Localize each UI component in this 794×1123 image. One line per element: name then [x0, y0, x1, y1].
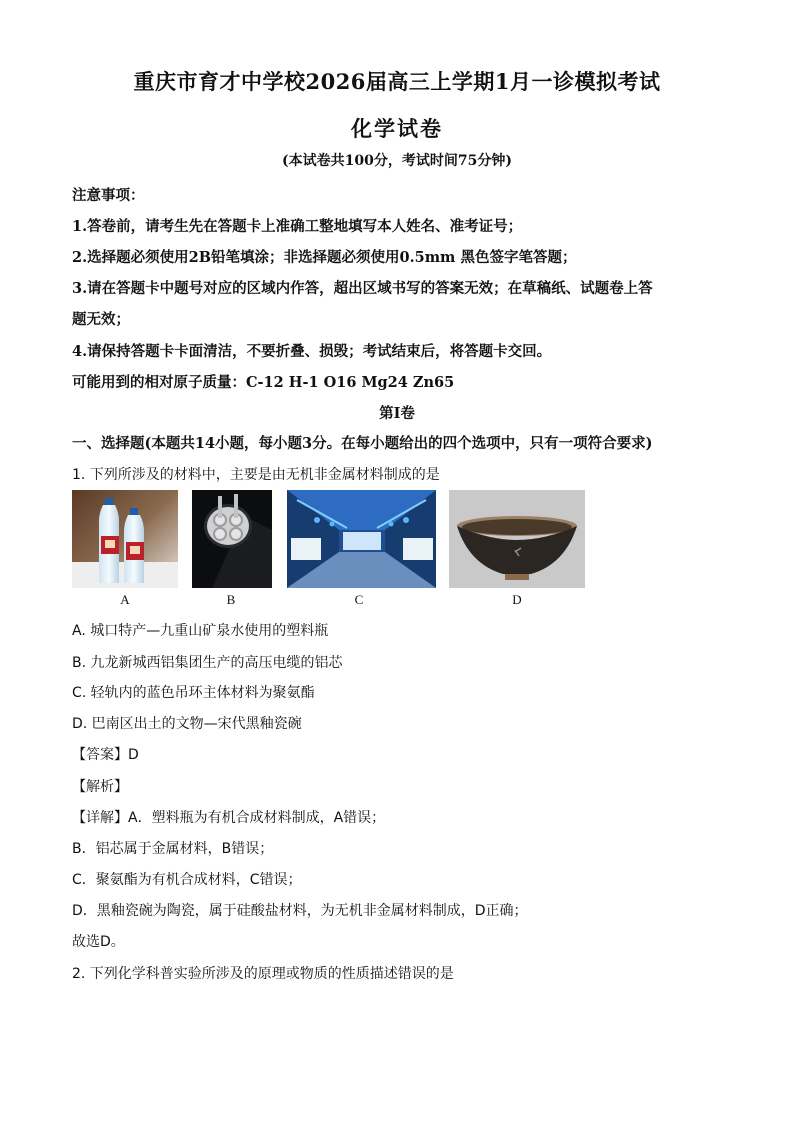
answer-line: 【答案】D: [72, 747, 139, 763]
notice-heading: 注意事项：: [72, 187, 145, 204]
image-label-c: C: [354, 592, 364, 607]
exam-info: (本试卷共100分，考试时间75分钟): [282, 153, 512, 169]
atomic-masses: 可能用到的相对原子质量：C-12 H-1 O16 Mg24 Zn65: [72, 374, 455, 391]
question-1-image-c: [287, 490, 436, 588]
option-b: B. 九龙新城西铝集团生产的高压电缆的铝芯: [72, 655, 343, 671]
question-1-stem: 1. 下列所涉及的材料中，主要是由无机非金属材料制成的是: [72, 467, 440, 483]
detail-line-d: D．黑釉瓷碗为陶瓷，属于硅酸盐材料，为无机非金属材料制成，D正确；: [72, 903, 528, 919]
detail-line-a: 【详解】A．塑料瓶为有机合成材料制成，A错误；: [72, 810, 386, 826]
exam-subtitle: 化学试卷: [351, 116, 443, 141]
notice-item-1: 1.答卷前，请考生先在答题卡上准确工整地填写本人姓名、准考证号；: [72, 218, 523, 235]
detail-line-b: B．铝芯属于金属材料，B错误；: [72, 841, 274, 857]
detail-line-c: C．聚氨酯为有机合成材料，C错误；: [72, 872, 302, 888]
image-label-b: B: [226, 592, 236, 607]
option-d: D. 巴南区出土的文物—宋代黑釉瓷碗: [72, 716, 302, 732]
section-heading: 一、选择题(本题共14小题，每小题3分。在每小题给出的四个选项中，只有一项符合要求): [72, 435, 653, 452]
option-c: C. 轻轨内的蓝色吊环主体材料为聚氨酯: [72, 685, 315, 701]
volume-heading: 第I卷: [379, 405, 415, 422]
question-1-image-b: [192, 490, 272, 588]
notice-item-3: 3.请在答题卡中题号对应的区域内作答，超出区域书写的答案无效；在草稿纸、试题卷上答: [72, 280, 653, 297]
image-label-d: D: [512, 592, 522, 607]
exam-title: 重庆市育才中学校2026届高三上学期1月一诊模拟考试: [133, 69, 661, 94]
question-1-image-d: [449, 490, 585, 588]
question-2-stem: 2. 下列化学科普实验所涉及的原理或物质的性质描述错误的是: [72, 966, 454, 982]
notice-item-4: 4.请保持答题卡卡面清洁，不要折叠、损毁；考试结束后，将答题卡交回。: [72, 343, 552, 360]
question-1-image-a: [72, 490, 178, 588]
analysis-heading: 【解析】: [72, 779, 128, 795]
option-a: A. 城口特产—九重山矿泉水使用的塑料瓶: [72, 623, 329, 639]
notice-item-2: 2.选择题必须使用2B铅笔填涂；非选择题必须使用0.5mm 黑色签字笔答题；: [72, 249, 577, 266]
detail-conclusion: 故选D。: [72, 934, 125, 950]
image-label-a: A: [120, 592, 130, 607]
notice-item-3-cont: 题无效；: [72, 311, 130, 328]
